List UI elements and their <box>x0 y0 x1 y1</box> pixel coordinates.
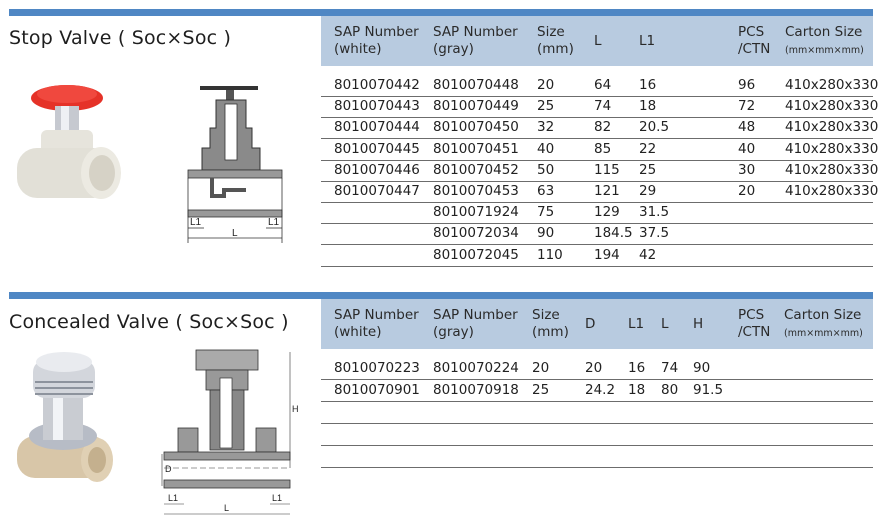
cell-sap-white: 8010070445 <box>334 140 420 157</box>
cell-l: 82 <box>594 119 612 136</box>
cell-sap-white: 8010070901 <box>334 382 420 398</box>
cell-sap-white: 8010070447 <box>334 183 420 199</box>
cell-l: 115 <box>594 161 620 178</box>
header-sap-gray: SAP Number (gray) <box>433 307 518 340</box>
cell-sap-gray: 8010070451 <box>433 140 519 157</box>
cell-pcs: 40 <box>738 140 756 157</box>
cell-l1: 20.5 <box>639 119 670 136</box>
cell-d: 24.2 <box>585 382 616 398</box>
cell-size: 20 <box>537 77 555 93</box>
cell-sap-white: 8010070442 <box>334 77 420 93</box>
section-title: Concealed Valve ( Soc×Soc ) <box>9 311 289 333</box>
cell-l1: 22 <box>639 140 657 157</box>
header-sap-gray: SAP Number (gray) <box>433 24 518 57</box>
cell-sap-gray: 8010071924 <box>433 204 519 221</box>
drawing-label-h: H <box>292 404 299 414</box>
cell-sap-gray: 8010070450 <box>433 119 519 136</box>
section-title: Stop Valve ( Soc×Soc ) <box>9 27 232 49</box>
cell-h: 91.5 <box>693 382 724 398</box>
cell-sap-white: 8010070444 <box>334 119 420 136</box>
table-row <box>321 446 873 468</box>
header-h: H <box>693 316 704 332</box>
concealed-valve-table-header <box>321 299 873 349</box>
cell-l1: 18 <box>628 382 646 398</box>
table-row <box>321 380 873 402</box>
concealed-valve-photo-icon <box>5 348 125 498</box>
table-row <box>321 402 873 424</box>
cell-size: 25 <box>532 382 550 398</box>
cell-size: 20 <box>532 360 550 376</box>
header-carton-size: Carton Size (mm×mm×mm) <box>785 24 864 56</box>
cell-sap-gray: 8010072045 <box>433 246 519 263</box>
cell-pcs: 20 <box>738 183 756 199</box>
cell-size: 63 <box>537 183 555 199</box>
cell-carton: 410x280x330 <box>785 140 879 157</box>
cell-l: 85 <box>594 140 612 157</box>
cell-sap-gray: 8010070449 <box>433 98 519 115</box>
drawing-label-l: L <box>232 228 238 239</box>
cell-sap-white: 8010070446 <box>334 161 420 178</box>
cell-sap-gray: 8010070452 <box>433 161 519 178</box>
drawing-label-l1-left: L1 <box>168 493 179 503</box>
header-size: Size (mm) <box>532 307 569 340</box>
cell-l: 194 <box>594 246 620 263</box>
cell-l: 184.5 <box>594 225 633 242</box>
cell-l1: 31.5 <box>639 204 670 221</box>
cell-sap-gray: 8010070453 <box>433 183 519 199</box>
cell-l1: 42 <box>639 246 657 263</box>
cell-size: 90 <box>537 225 555 242</box>
cell-pcs: 72 <box>738 98 756 115</box>
cell-sap-white: 8010070223 <box>334 360 420 376</box>
cell-sap-gray: 8010070448 <box>433 77 519 93</box>
cell-l: 74 <box>661 360 679 376</box>
cell-sap-white: 8010070443 <box>334 98 420 115</box>
cell-sap-gray: 8010070224 <box>433 360 519 376</box>
cell-l: 121 <box>594 183 620 199</box>
cell-carton: 410x280x330 <box>785 119 879 136</box>
cell-sap-gray: 8010070918 <box>433 382 519 398</box>
cell-carton: 410x280x330 <box>785 161 879 178</box>
cell-pcs: 48 <box>738 119 756 136</box>
header-l1: L1 <box>639 33 656 49</box>
header-l: L <box>661 316 669 332</box>
header-sap-white: SAP Number (white) <box>334 24 419 57</box>
header-pcs-ctn: PCS /CTN <box>738 24 771 57</box>
cell-size: 40 <box>537 140 555 157</box>
cell-l1: 25 <box>639 161 657 178</box>
cell-l: 74 <box>594 98 612 115</box>
cell-size: 25 <box>537 98 555 115</box>
header-d: D <box>585 316 596 332</box>
section-accent-bar <box>9 292 873 299</box>
drawing-label-d: D <box>165 464 172 474</box>
drawing-label-l1-right: L1 <box>272 493 283 503</box>
concealed-valve-cross-section-drawing-icon <box>160 348 300 518</box>
drawing-label-l: L <box>224 503 230 513</box>
drawing-label-l1-left: L1 <box>190 217 202 228</box>
header-size: Size (mm) <box>537 24 574 57</box>
cell-l1: 37.5 <box>639 225 670 242</box>
cell-size: 32 <box>537 119 555 136</box>
cell-pcs: 96 <box>738 77 756 93</box>
cell-l1: 29 <box>639 183 657 199</box>
table-row <box>321 358 873 380</box>
cell-d: 20 <box>585 360 603 376</box>
cell-carton: 410x280x330 <box>785 98 879 115</box>
cell-h: 90 <box>693 360 711 376</box>
cell-l1: 18 <box>639 98 657 115</box>
header-sap-white: SAP Number (white) <box>334 307 419 340</box>
cell-pcs: 30 <box>738 161 756 178</box>
header-pcs-ctn: PCS /CTN <box>738 307 771 340</box>
cell-size: 110 <box>537 246 563 263</box>
header-carton-size: Carton Size (mm×mm×mm) <box>784 307 863 339</box>
cell-carton: 410x280x330 <box>785 183 879 199</box>
table-row <box>321 424 873 446</box>
cell-l: 64 <box>594 77 612 93</box>
drawing-label-l1-right: L1 <box>268 217 280 228</box>
cell-l1: 16 <box>639 77 657 93</box>
cell-sap-gray: 8010072034 <box>433 225 519 242</box>
cell-size: 75 <box>537 204 555 221</box>
cell-carton: 410x280x330 <box>785 77 879 93</box>
header-l1: L1 <box>628 316 645 332</box>
cell-size: 50 <box>537 161 555 178</box>
cell-l1: 16 <box>628 360 646 376</box>
cell-l: 80 <box>661 382 679 398</box>
cell-l: 129 <box>594 204 620 221</box>
header-l: L <box>594 33 602 49</box>
